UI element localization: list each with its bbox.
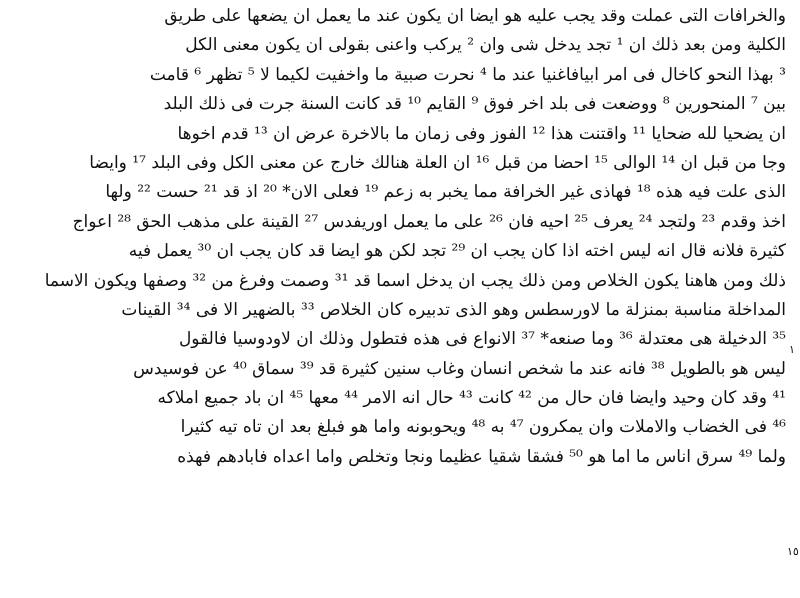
text-line-10: ذلك ومن هاهنا يكون الخلاص ومن ذلك يجب ان يدخل اسما قد ³¹ وصمت وفرغ من ³² وصفها ويكون الاسما — [44, 270, 786, 291]
text-line-13: ليس هو بالطويل ³⁸ فانه عند ما شخص انسان وغاب سنين كثيرة قد ³⁹ سماق ⁴⁰ عن فوسيدس — [133, 358, 786, 379]
text-line-6: وجا من قبل ان ¹⁴ الوالى ¹⁵ احضا من قبل ¹⁶ ان العلة هنالك خارج عن معنى الكل وفى البلد ¹⁷ وايضا — [89, 152, 786, 173]
margin-number-1: ١ — [789, 343, 795, 356]
text-line-11: المداخلة مناسبة بمنزلة ما لاورسطس وهو الذى تدبيره كان الخلاص ³³ بالضهير الا فى ³⁴ القينات — [121, 299, 786, 320]
text-line-12: ³⁵ الدخيلة هى معتدلة ³⁶ وما صنعه* ³⁷ الانواع فى هذه فتطول وذلك ان لاودوسيا فالقول — [178, 329, 786, 350]
text-line-3: ³ بهذا النحو كاخال فى امر ابيافاغنيا عند ما ⁴ نحرت صبية ما واخفيت لكيما لا ⁵ تظهر ⁶ قامت — [149, 64, 786, 85]
text-line-7: الذى علت فيه هذه ¹⁸ فهاذى غير الخرافة مما يخبر به زعم ¹⁹ فعلى الان* ²⁰ اذ قد ²¹ حست ²² ولها — [105, 182, 786, 203]
text-line-16: ولما ⁴⁹ سرق اناس ما اما هو ⁵⁰ فشقا شقيا عظيما ونجا وتخلص واما اعداه فابادهم فهذه — [177, 446, 786, 467]
text-line-8: اخذ وقدم ²³ ولتجد ²⁴ يعرف ²⁵ احيه فان ²⁶ على ما يعمل اوريفدس ²⁷ القينة على مذهب الحق ²⁸ اعواج — [72, 211, 786, 232]
text-line-2: الكلية ومن بعد ذلك ان ¹ تجد يدخل شى وان ² يركب واعنى بقولى ان يكون معنى الكل — [185, 35, 786, 56]
text-line-1: والخرافات التى عملت وقد يجب عليه هو ايضا ان يكون عند ما يعمل ان يضعها على طريق — [164, 6, 786, 26]
text-line-9: كثيرة فلانه قال انه ليس اخته اذا كان يجب ان ²⁹ تجد لكن هو ايضا قد كان يجب ان ³⁰ يعمل فيه — [128, 241, 786, 262]
arabic-text-block — [8, 2, 786, 472]
margin-number-15: ١٥ — [787, 545, 799, 558]
text-line-14: ⁴¹ وقد كان وحيد وايضا فان حال من ⁴² كانت ⁴³ حال انه الامر ⁴⁴ معها ⁴⁵ ان باد جميع املاكه — [157, 388, 786, 409]
text-line-15: ⁴⁶ فى الخضاب والاملات وان يمكرون ⁴⁷ به ⁴⁸ ويحوبونه واما هو فبلغ بعد ان تاه تيه كثيرا — [180, 417, 786, 438]
text-line-5: ان يضحيا لله ضحايا ¹¹ واقتنت هذا ¹² الفوز وفى زمان ما بالاخرة عرض ان ¹³ قدم اخوها — [177, 123, 786, 144]
text-line-4: بين ⁷ المنحورين ⁸ ووضعت فى بلد اخر فوق ⁹ القايم ¹⁰ قد كانت السنة جرت فى ذلك البلد — [163, 94, 786, 115]
